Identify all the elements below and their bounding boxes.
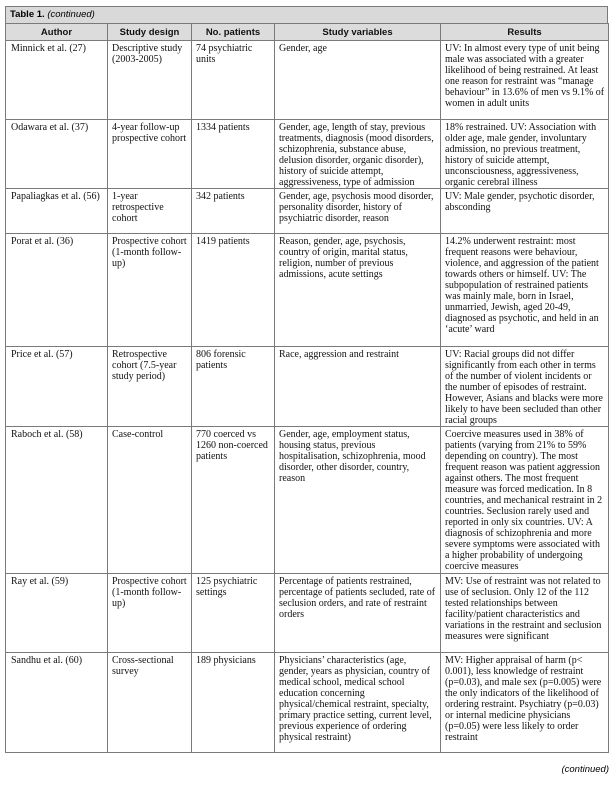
cell-variables: Reason, gender, age, psychosis, country of origin, marital status, religion, number of previous admissions, acute settings bbox=[275, 234, 441, 347]
continued-footer: (continued) bbox=[561, 764, 609, 775]
table-row bbox=[6, 41, 609, 120]
column-header-author: Author bbox=[6, 24, 108, 41]
cell-variables: Gender, age, employment status, housing status, previous hospitalisation, schizophrenia, mood disorder, other disorder, country, reason bbox=[275, 427, 441, 574]
cell-author: Ray et al. (59) bbox=[6, 574, 108, 653]
column-header-patients: No. patients bbox=[192, 24, 275, 41]
cell-variables: Gender, age bbox=[275, 41, 441, 120]
table-page bbox=[5, 6, 608, 753]
table-row bbox=[6, 120, 609, 189]
cell-variables: Gender, age, psychosis mood disorder, personality disorder, history of psychiatric disorder, reason bbox=[275, 189, 441, 234]
cell-author: Price et al. (57) bbox=[6, 347, 108, 427]
table-row bbox=[6, 574, 609, 653]
column-header-study-design: Study design bbox=[108, 24, 192, 41]
cell-results: UV: Male gender, psychotic disorder, absconding bbox=[441, 189, 609, 234]
cell-design: Prospective cohort (1-month follow-up) bbox=[108, 234, 192, 347]
cell-results: MV: Use of restraint was not related to use of seclusion. Only 12 of the 112 tested relationships between facility/patient characteristics and variations in the restraint and seclusion measures were significant bbox=[441, 574, 609, 653]
cell-patients: 1334 patients bbox=[192, 120, 275, 189]
cell-patients: 806 forensic patients bbox=[192, 347, 275, 427]
cell-design: 4-year follow-up prospective cohort bbox=[108, 120, 192, 189]
cell-results: 18% restrained. UV: Association with older age, male gender, involuntary admission, no previous treatment, history of suicide attempt, unconsciousness, aggressiveness, organic cerebral illness bbox=[441, 120, 609, 189]
cell-patients: 1419 patients bbox=[192, 234, 275, 347]
cell-results: 14.2% underwent restraint: most frequent reasons were behaviour, violence, and aggression of the patient towards others or himself. UV: The subpopulation of restrained patients was mainly male, born in Israel, unmarried, Jewish, aged 20-49, diagnosed as psychotic, and held in an ‘acute’ ward bbox=[441, 234, 609, 347]
cell-design: 1-year retrospective cohort bbox=[108, 189, 192, 234]
cell-patients: 189 physicians bbox=[192, 653, 275, 753]
cell-patients: 74 psychiatric units bbox=[192, 41, 275, 120]
cell-results: MV: Higher appraisal of harm (p< 0.001), less knowledge of restraint (p=0.03), and male sex (p=0.005) were the only indicators of the likelihood of ordering restraint. Psychiatry (p=0.03) or internal medicine physicians (p=0.05) were less likely to order restraint bbox=[441, 653, 609, 753]
studies-table bbox=[5, 23, 609, 753]
cell-design: Prospective cohort (1-month follow-up) bbox=[108, 574, 192, 653]
cell-author: Minnick et al. (27) bbox=[6, 41, 108, 120]
cell-variables: Gender, age, length of stay, previous treatments, diagnosis (mood disorders, schizophrenia, substance abuse, delusion disorder, organic disorder), history of suicide attempt, aggressiveness, type of admission bbox=[275, 120, 441, 189]
cell-author: Raboch et al. (58) bbox=[6, 427, 108, 574]
cell-author: Sandhu et al. (60) bbox=[6, 653, 108, 753]
cell-design: Case-control bbox=[108, 427, 192, 574]
cell-variables: Percentage of patients restrained, percentage of patients secluded, rate of seclusion orders, and rate of restraint orders bbox=[275, 574, 441, 653]
cell-author: Papaliagkas et al. (56) bbox=[6, 189, 108, 234]
table-row bbox=[6, 234, 609, 347]
cell-design: Retrospective cohort (7.5-year study period) bbox=[108, 347, 192, 427]
cell-author: Porat et al. (36) bbox=[6, 234, 108, 347]
table-caption-note: (continued) bbox=[47, 9, 95, 20]
table-row bbox=[6, 427, 609, 574]
cell-patients: 342 patients bbox=[192, 189, 275, 234]
cell-design: Descriptive study (2003-2005) bbox=[108, 41, 192, 120]
cell-design: Cross-sectional survey bbox=[108, 653, 192, 753]
table-row bbox=[6, 347, 609, 427]
cell-patients: 125 psychiatric settings bbox=[192, 574, 275, 653]
cell-author: Odawara et al. (37) bbox=[6, 120, 108, 189]
cell-variables: Physicians’ characteristics (age, gender, years as physician, country of medical school, medical school education concerning physical/chemical restraint, specialty, primary practice setting, current level, previous experience of ordering physical restraint) bbox=[275, 653, 441, 753]
table-caption bbox=[5, 6, 608, 23]
table-header-row bbox=[6, 24, 609, 41]
cell-variables: Race, aggression and restraint bbox=[275, 347, 441, 427]
cell-patients bbox=[192, 427, 275, 574]
cell-results: Coercive measures used in 38% of patients (varying from 21% to 59% depending on country). The most frequent reason was patient aggression against others. The most frequent measure was forced medication. In 8 countries, and mechanical restraint in 2 countries. Seclusion rarely used and reported in only six countries. UV: A diagnosis of schizophrenia and more severe symptoms were associated with a higher probability of undergoing coercive measures bbox=[441, 427, 609, 574]
cell-results: UV: Racial groups did not differ significantly from each other in terms of the number of violent incidents or the number of episodes of restraint. However, Asians and blacks were more likely to have been secluded than other racial groups bbox=[441, 347, 609, 427]
table-row bbox=[6, 653, 609, 753]
column-header-results: Results bbox=[441, 24, 609, 41]
table-row bbox=[6, 189, 609, 234]
table-label: Table 1. bbox=[10, 9, 45, 20]
cell-results: UV: In almost every type of unit being male was associated with a greater likelihood of being restrained. At least one reason for restraint was “manage behaviour” in 13.6% of men vs 9.1% of women in adult units bbox=[441, 41, 609, 120]
column-header-study-variables: Study variables bbox=[275, 24, 441, 41]
cell-patients-text: 770 coerced vs 1260 non-coerced patients bbox=[196, 429, 268, 462]
